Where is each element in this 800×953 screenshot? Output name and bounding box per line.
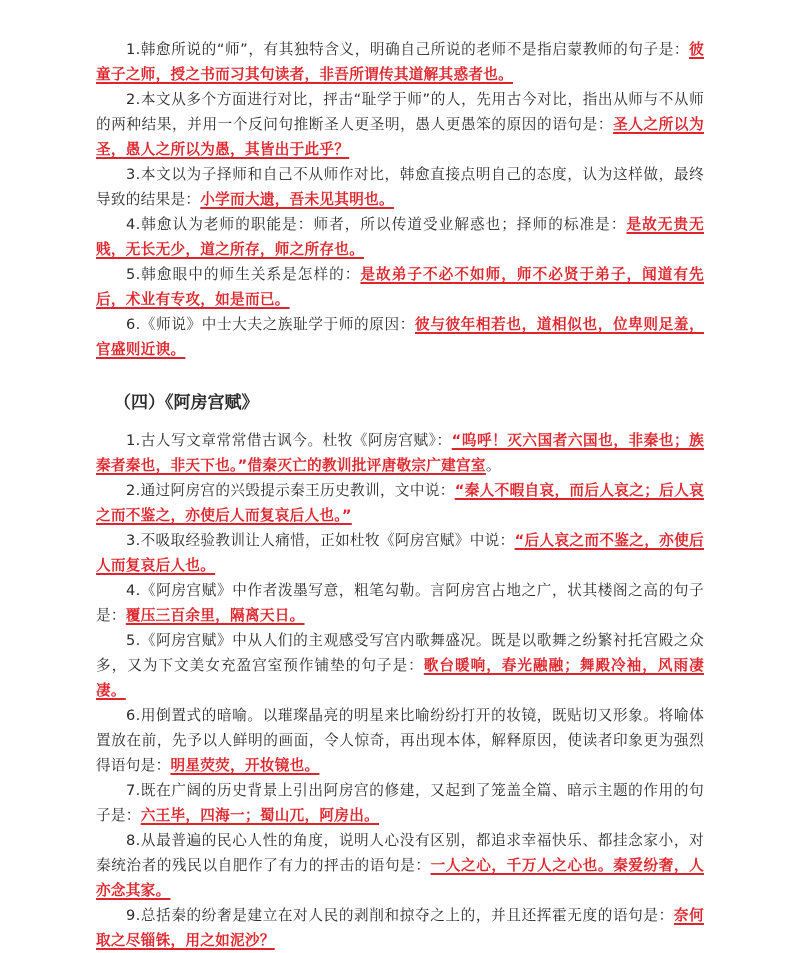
answer-text: 歌台暖响，春光融融；舞殿冷袖，风雨凄凄。 <box>96 657 704 699</box>
question-item <box>96 528 704 578</box>
answer-text: 覆压三百余里，隔离天日。 <box>125 607 305 624</box>
question-item <box>96 478 704 528</box>
question-text: 1.韩愈所说的“师”，有其独特含义，明确自己所说的老师不是指启蒙教师的句子是： <box>126 41 690 58</box>
question-text: 8.从最普遍的民心人性的角度，说明人心没有区别，都追求幸福快乐、都挂念家小，对秦统治者的残民以自肥作了有力的抨击的语句是： <box>96 832 704 874</box>
answer-text: “后人哀之而不鉴之，亦使后人而复哀后人也。 <box>96 532 705 574</box>
question-text: 2.本文从多个方面进行对比，抨击“耻学于师”的人，先用古今对比，指出从师与不从师的两种结果，并用一个反问句推断圣人更圣明，愚人更愚笨的原因的语句是： <box>96 91 704 133</box>
document-page <box>96 37 704 953</box>
question-item <box>96 828 704 903</box>
afanggong-question-list <box>96 428 704 953</box>
answer-text: 是故弟子不必不如师，师不必贤于弟子，闻道有先后，术业有专攻，如是而已。 <box>96 266 704 308</box>
answer-text: “秦人不暇自哀，而后人哀之；后人哀之而不鉴之，亦使后人而复哀后人也。” <box>96 482 704 524</box>
question-text: 5.韩愈眼中的师生关系是怎样的： <box>126 266 361 283</box>
question-item <box>96 628 704 703</box>
answer-text: 奈何取之尽锱铢，用之如泥沙？ <box>96 907 704 949</box>
answer-text: 小学而大遗，吾未见其明也。 <box>200 191 394 208</box>
answer-text: “呜呼！灭六国者六国也，非秦也；族秦者秦也，非天下也。”借秦灭亡的教训批评唐敬宗广建宫室 <box>96 432 704 474</box>
question-text: 6.《师说》中士大夫之族耻学于师的原因： <box>126 316 415 333</box>
question-text: 6.用倒置式的暗喻。以璀璨晶亮的明星来比喻纷纷打开的妆镜，既贴切又形象。将喻体置放在前，先予以人鲜明的画面，令人惊奇，再出现本体，解释原因，使读者印象更为强烈得语句是： <box>96 707 704 774</box>
question-item <box>96 312 704 362</box>
shishuo-question-list <box>96 37 704 362</box>
question-item <box>96 428 704 478</box>
question-text: 1.古人写文章常常借古讽今。杜牧《阿房宫赋》： <box>126 432 452 449</box>
question-text: 9.总括秦的纷奢是建立在对人民的剥削和掠夺之上的，并且还挥霍无度的语句是： <box>126 907 674 924</box>
question-item <box>96 778 704 828</box>
question-text: 7.既在广阔的历史背景上引出阿房宫的修建，又起到了笼盖全篇、暗示主题的作用的句子是： <box>96 782 704 824</box>
question-item <box>96 262 704 312</box>
question-text: 4.韩愈认为老师的职能是：师者，所以传道受业解惑也；择师的标准是： <box>126 216 627 233</box>
question-item <box>96 903 704 953</box>
question-item <box>96 162 704 212</box>
question-item <box>96 578 704 628</box>
question-text: 5.《阿房宫赋》中从人们的主观感受写宫内歌舞盛况。既是以歌舞之纷繁衬托宫殿之众多，又为下文美女充盈宫室预作铺垫的句子是： <box>96 632 704 674</box>
answer-text: 六王毕，四海一；蜀山兀，阿房出。 <box>140 807 379 824</box>
question-text: 3.本文以为子择师和自己不从师作对比，韩愈直接点明自己的态度，认为这样做，最终导致的结果是： <box>96 166 704 208</box>
answer-text: 圣人之所以为圣，愚人之所以为愚，其皆出于此乎？ <box>96 116 704 158</box>
answer-text: 一人之心，千万人之心也。秦爱纷奢，人亦念其家。 <box>96 857 705 899</box>
question-item <box>96 212 704 262</box>
answer-text: 彼与彼年相若也，道相似也，位卑则足羞，官盛则近谀。 <box>96 316 704 358</box>
question-item <box>96 37 704 87</box>
answer-text: 明星荧荧，开妆镜也。 <box>170 757 320 774</box>
question-text: 2.通过阿房宫的兴毁提示秦王历史教训，文中说： <box>126 482 455 499</box>
question-item <box>96 87 704 162</box>
answer-text: 是故无贵无贱，无长无少，道之所存，师之所存也。 <box>96 216 704 258</box>
question-text: 4.《阿房宫赋》中作者泼墨写意，粗笔勾勒。言阿房宫占地之广，状其楼阁之高的句子是： <box>96 582 704 624</box>
question-text: 3.不吸取经验教训让人痛惜，正如杜牧《阿房宫赋》中说： <box>126 532 515 549</box>
answer-text: 彼童子之师，授之书而习其句读者，非吾所谓传其道解其惑者也。 <box>96 41 704 83</box>
question-item <box>96 703 704 778</box>
trailing-text: 。 <box>485 457 501 474</box>
section-title: （四）《阿房宫赋》 <box>114 393 259 413</box>
